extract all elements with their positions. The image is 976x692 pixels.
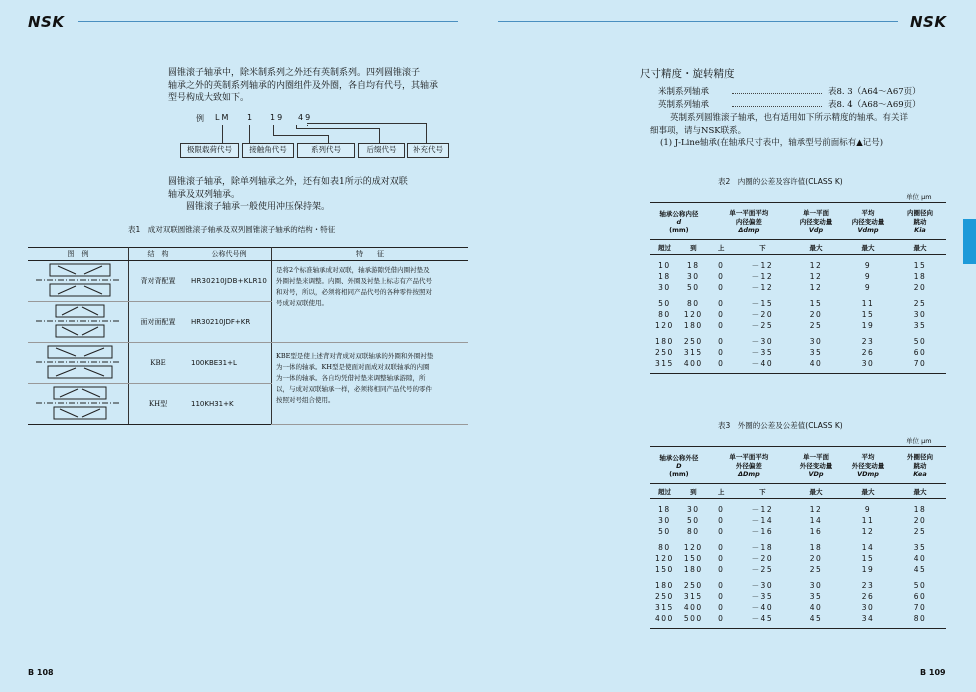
table-cell: 0	[718, 565, 725, 574]
label-load-code: 极限载荷代号	[180, 143, 239, 158]
nsk-logo-left: NSK	[28, 13, 65, 31]
column-header-line: 内径变动量	[799, 218, 833, 226]
subheader: 超过	[650, 484, 679, 499]
table-row	[650, 526, 946, 537]
section-title: 尺寸精度・旋转精度	[640, 68, 735, 80]
table-cell: 11	[861, 516, 875, 525]
subheader: 超过	[650, 240, 679, 255]
table-cell: －40	[751, 359, 774, 368]
column-header-line: 单一平面	[803, 209, 829, 217]
table-cell: 400	[655, 614, 674, 623]
bearing-figure	[28, 261, 129, 302]
table-row	[650, 298, 946, 309]
table-cell: －20	[751, 310, 774, 319]
column-header-line: 单一平面平均	[729, 209, 769, 217]
table-cell: 26	[861, 348, 875, 357]
subheader: 最大	[842, 484, 894, 499]
table-cell: 30	[809, 581, 823, 590]
table2	[650, 202, 946, 374]
column-header	[790, 447, 842, 484]
subheader: 上	[708, 484, 735, 499]
section-tab	[963, 219, 976, 264]
table-cell: －18	[751, 543, 774, 552]
table-cell: －30	[751, 581, 774, 590]
code-cell: 100KBE31+L	[187, 343, 271, 384]
table-cell: －25	[751, 565, 774, 574]
table-cell: 0	[718, 592, 725, 601]
precision-paragraph	[650, 112, 950, 150]
kh-bearing-icon	[32, 385, 124, 421]
table-cell: 26	[861, 592, 875, 601]
table3-unit: 单位 μm	[906, 437, 932, 445]
subheader: 最大	[790, 484, 842, 499]
table-cell: 80	[913, 614, 927, 623]
table2-title: 表2 内圈的公差及容许值(CLASS K)	[718, 177, 843, 186]
table-cell: 15	[861, 310, 875, 319]
para2-line: 圆锥滚子轴承一般使用冲压保持架。	[186, 202, 331, 212]
table-row	[650, 260, 946, 271]
column-header-line: (mm)	[669, 225, 689, 234]
column-header-line: D	[676, 461, 682, 470]
structure-cell: 背对背配置	[129, 261, 188, 302]
table-cell: －30	[751, 337, 774, 346]
table-cell: 0	[718, 516, 725, 525]
table-row	[650, 271, 946, 282]
table-cell: 30	[861, 603, 875, 612]
table-cell: 12	[809, 272, 823, 281]
label-suffix-code: 后缀代号	[358, 143, 405, 158]
table-cell: 12	[809, 505, 823, 514]
table-cell: 35	[913, 543, 927, 552]
table1-title: 表1 成对双联圆锥滚子轴承及双列圆锥滚子轴承的结构・特征	[128, 225, 336, 234]
table-cell: 35	[809, 348, 823, 357]
table-cell: 12	[809, 261, 823, 270]
header-rule-left	[78, 21, 458, 22]
feature-line: 以，与成对双联轴承一样，必须将相同产品代号的零件	[275, 385, 432, 393]
table3	[650, 446, 946, 629]
example-part-49: 49	[298, 113, 313, 122]
column-header-line: (mm)	[669, 469, 689, 478]
intro-paragraph	[168, 67, 468, 105]
table-cell: 250	[683, 337, 703, 346]
table-cell: 34	[861, 614, 875, 623]
column-header-line: Vdmp	[857, 226, 879, 234]
example-part-1: 1	[247, 113, 253, 122]
table-cell: 30	[809, 337, 823, 346]
table-cell: 120	[655, 321, 674, 330]
table-cell: 9	[864, 283, 872, 292]
table-cell: 0	[718, 283, 725, 292]
feature-line: 按照对号组合使用。	[275, 396, 335, 404]
column-header-line: ΔDmp	[737, 470, 760, 478]
table2-unit: 单位 μm	[906, 193, 932, 201]
table-cell: 40	[809, 603, 823, 612]
table-cell: 9	[864, 272, 872, 281]
table-row	[650, 358, 946, 369]
column-header-line: 跳动	[913, 462, 927, 470]
table-cell: 18	[809, 543, 823, 552]
table-cell: 315	[655, 603, 674, 612]
table-cell: 19	[861, 565, 875, 574]
table-row	[650, 515, 946, 526]
column-header-line: Kea	[913, 470, 927, 478]
table-cell: 0	[718, 581, 725, 590]
table-cell: 0	[718, 310, 725, 319]
table-cell: 250	[655, 592, 674, 601]
table-cell: －12	[751, 283, 774, 292]
table-cell: 35	[913, 321, 927, 330]
table-cell: 70	[913, 603, 927, 612]
column-header-line: 轴承公称外径	[659, 453, 699, 462]
table-cell: 20	[913, 283, 927, 292]
table-cell: 180	[655, 337, 674, 346]
column-header-line: VDmp	[857, 470, 879, 478]
table-cell: 25	[913, 299, 927, 308]
ref-line	[658, 86, 928, 99]
table-cell: 25	[913, 527, 927, 536]
table-cell: 50	[913, 337, 927, 346]
table-row	[650, 580, 946, 591]
table-cell: 80	[687, 299, 700, 308]
table-row	[650, 602, 946, 613]
column-header-line: VDp	[808, 470, 824, 478]
table-cell: 315	[683, 592, 703, 601]
table-cell: 25	[809, 321, 823, 330]
paragraph-2	[168, 176, 468, 214]
feature-line: 为一体的轴承。各自均凭借衬垫来调整轴承游隙，所	[275, 374, 426, 382]
structure-cell: KBE	[129, 343, 188, 384]
para-line: 细事项，请与NSK联系。	[650, 125, 747, 136]
column-header	[650, 203, 708, 240]
table-cell: 18	[658, 505, 671, 514]
table-cell: 50	[658, 527, 671, 536]
table-cell: 250	[655, 348, 674, 357]
table-cell: 80	[658, 310, 671, 319]
ref-label: 英制系列轴承	[658, 99, 710, 110]
table-row	[650, 591, 946, 602]
intro-line: 圆锥滚子轴承中，除米制系列之外还有英制系列。四列圆锥滚子	[168, 68, 421, 78]
table-cell: 0	[718, 359, 725, 368]
feature-line: 是将2个标准轴承成对双联，轴承游隙凭借内圈衬垫及	[275, 266, 430, 274]
column-header-line: Vdp	[808, 226, 824, 234]
table-cell: 80	[658, 543, 671, 552]
table-cell: 40	[913, 554, 927, 563]
table-cell: 14	[861, 543, 875, 552]
subheader: 下	[735, 240, 790, 255]
column-header-line: 外径变动量	[799, 462, 833, 470]
page-number-left: B 108	[28, 668, 54, 677]
subheader: 下	[735, 484, 790, 499]
bearing-figure	[28, 302, 129, 343]
table-row	[650, 320, 946, 331]
structure-cell: 面对面配置	[129, 302, 188, 343]
column-header-line: 内径偏差	[735, 218, 762, 226]
subheader: 上	[708, 240, 735, 255]
nsk-logo-right: NSK	[910, 13, 947, 31]
subheader: 到	[679, 484, 708, 499]
label-angle-code: 接触角代号	[242, 143, 294, 158]
code-cell: HR30210JDF+KR	[187, 302, 271, 343]
table-cell: 50	[687, 516, 700, 525]
ref-line	[658, 99, 928, 112]
table-cell: －12	[751, 272, 774, 281]
table-cell: 0	[718, 272, 725, 281]
table-cell: 180	[683, 321, 703, 330]
table-cell: 0	[718, 527, 725, 536]
para2-line: 轴承及双列轴承。	[168, 189, 241, 200]
table-cell: 18	[913, 505, 927, 514]
feature-line: KBE型是使上述背对背成对双联轴承的外圈和外圈衬垫	[275, 352, 434, 360]
table-cell: 30	[687, 505, 700, 514]
page-number-right: B 109	[920, 668, 946, 677]
example-part-lm: LM	[215, 113, 231, 122]
table-cell: 120	[683, 310, 703, 319]
table-row	[650, 347, 946, 358]
column-header	[708, 447, 790, 484]
column-header-line: Kia	[914, 226, 926, 234]
table-cell: 0	[718, 321, 725, 330]
kbe-bearing-icon	[32, 344, 124, 380]
bearing-figure	[28, 384, 129, 425]
table-cell: 20	[809, 310, 823, 319]
table-cell: 40	[809, 359, 823, 368]
feature-line: 和对号，所以，必须将相同产品代号的各种零件按照对	[275, 288, 432, 296]
ref-target: 表8. 4（A68～A69页）	[828, 99, 921, 110]
table-row	[650, 504, 946, 515]
feature-line: 外圈衬垫来调整。内圈、外圈及衬垫上标志有产品代号	[275, 277, 432, 285]
table-cell: 11	[861, 299, 875, 308]
table-cell: 150	[655, 565, 674, 574]
column-header-line: 外径偏差	[735, 462, 762, 470]
table-cell: 120	[655, 554, 674, 563]
table-cell: 50	[687, 283, 700, 292]
label-series-code: 系列代号	[297, 143, 355, 158]
table-cell: 45	[809, 614, 823, 623]
table1	[28, 247, 468, 425]
intro-line: 型号构成大致如下。	[168, 93, 250, 103]
table-cell: 9	[864, 261, 872, 270]
table-cell: 500	[683, 614, 703, 623]
feature-cell	[271, 261, 468, 343]
table-cell: 18	[913, 272, 927, 281]
t1-header-figure: 图 例	[28, 248, 129, 261]
table-cell: 35	[809, 592, 823, 601]
column-header-line: Δdmp	[738, 226, 760, 234]
column-header-line: 单一平面平均	[729, 453, 769, 461]
column-header	[708, 203, 790, 240]
table-cell: 0	[718, 614, 725, 623]
table-cell: －16	[751, 527, 774, 536]
ref-label: 米制系列轴承	[658, 87, 710, 97]
table-cell: 120	[683, 543, 703, 552]
table-cell: 14	[809, 516, 823, 525]
table-cell: 60	[913, 592, 927, 601]
table-cell: 250	[683, 581, 703, 590]
example-label: 例	[196, 114, 204, 123]
header-rule-right	[498, 21, 898, 22]
back-to-back-bearing-icon	[32, 262, 124, 298]
t1-header-structure: 结 构	[129, 248, 188, 261]
column-header-line: 跳动	[913, 218, 927, 226]
intro-line: 轴承之外的英制系列轴承的内圈组件及外圈，各自均有代号，其轴承	[168, 80, 439, 91]
table-cell: 9	[864, 505, 872, 514]
column-header-line: 单一平面	[803, 453, 829, 461]
table-cell: 45	[913, 565, 927, 574]
bearing-figure	[28, 343, 129, 384]
table-cell: －45	[751, 614, 774, 623]
table-cell: 0	[718, 543, 725, 552]
code-cell: HR30210JDB+KLR10	[187, 261, 271, 302]
column-header-line: 外圈径向	[907, 453, 933, 461]
table-cell: 23	[861, 581, 875, 590]
table-row	[28, 343, 468, 384]
subheader: 最大	[842, 240, 894, 255]
column-header-line: d	[676, 217, 682, 226]
table-row	[650, 553, 946, 564]
column-header	[842, 203, 894, 240]
table-cell: 20	[913, 516, 927, 525]
para-line: (1) J-Line轴承(在轴承尺寸表中，轴承型号前面标有▲记号)	[660, 138, 884, 148]
table-cell: 0	[718, 261, 725, 270]
table-cell: 400	[683, 359, 703, 368]
feature-line: 为一体的轴承。KH型是使面对面成对双联轴承的内圈	[275, 363, 430, 371]
table-cell: 50	[658, 299, 671, 308]
table-cell: 30	[658, 516, 671, 525]
table-cell: 70	[913, 359, 927, 368]
column-header-line: 外径变动量	[851, 462, 885, 470]
ref-target: 表8. 3（A64～A67页）	[828, 87, 921, 97]
table-cell: 12	[861, 527, 875, 536]
table-row	[650, 564, 946, 575]
structure-cell: KH型	[129, 384, 188, 425]
table-cell: 30	[861, 359, 875, 368]
table-cell: 0	[718, 337, 725, 346]
table-cell: －40	[751, 603, 774, 612]
table-cell: －12	[751, 261, 774, 270]
table-cell: －20	[751, 554, 774, 563]
column-header-line: 平均	[861, 453, 875, 461]
table-cell: 315	[655, 359, 674, 368]
feature-line: 号成对双联使用。	[275, 299, 328, 307]
table-row	[28, 261, 468, 302]
table-cell: 0	[718, 299, 725, 308]
subheader: 最大	[894, 240, 946, 255]
column-header	[790, 203, 842, 240]
table-cell: 60	[913, 348, 927, 357]
column-header-line: 内圈径向	[907, 209, 933, 217]
para2-line: 圆锥滚子轴承，除单列轴承之外，还有如表1所示的成对双联	[168, 177, 408, 187]
table-cell: 150	[683, 554, 703, 563]
table-cell: 15	[913, 261, 927, 270]
t1-header-code: 公称代号例	[187, 248, 271, 261]
table-row	[650, 542, 946, 553]
table-row	[650, 282, 946, 293]
t1-header-feature: 特 征	[271, 248, 468, 261]
table-cell: 19	[861, 321, 875, 330]
table-cell: －14	[751, 516, 774, 525]
table-cell: 20	[809, 554, 823, 563]
subheader: 最大	[894, 484, 946, 499]
table-cell: 18	[687, 261, 700, 270]
code-cell: 110KH31+K	[187, 384, 271, 425]
table-cell: 30	[658, 283, 671, 292]
table-cell: 30	[913, 310, 927, 319]
table-cell: 0	[718, 348, 725, 357]
column-header	[894, 447, 946, 484]
reference-lines	[658, 86, 928, 111]
table-cell: 180	[683, 565, 703, 574]
table3-title: 表3 外圈的公差及公差值(CLASS K)	[718, 421, 843, 430]
face-to-face-bearing-icon	[32, 303, 124, 339]
column-header-line: 轴承公称内径	[659, 209, 699, 218]
table-cell: －12	[751, 505, 774, 514]
subheader: 到	[679, 240, 708, 255]
table-cell: －35	[751, 348, 774, 357]
table-cell: 10	[658, 261, 671, 270]
table-row	[650, 336, 946, 347]
table-cell: 15	[809, 299, 823, 308]
column-header	[650, 447, 708, 484]
table-row	[650, 309, 946, 320]
table-cell: －25	[751, 321, 774, 330]
table-cell: 25	[809, 565, 823, 574]
table-cell: 315	[683, 348, 703, 357]
example-part-19: 19	[270, 113, 285, 122]
table-cell: －15	[751, 299, 774, 308]
column-header-line: 平均	[861, 209, 875, 217]
table-cell: 0	[718, 505, 725, 514]
table-cell: 80	[687, 527, 700, 536]
table-cell: －35	[751, 592, 774, 601]
table-cell: 12	[809, 283, 823, 292]
table-cell: 400	[683, 603, 703, 612]
table-cell: 23	[861, 337, 875, 346]
table-cell: 16	[809, 527, 823, 536]
subheader: 最大	[790, 240, 842, 255]
table-cell: 30	[687, 272, 700, 281]
table-row	[650, 613, 946, 624]
table-cell: 18	[658, 272, 671, 281]
table-cell: 0	[718, 554, 725, 563]
table-cell: 180	[655, 581, 674, 590]
table-cell: 0	[718, 603, 725, 612]
para-line: 英制系列圆锥滚子轴承，也有适用如下所示精度的轴承。有关详	[670, 113, 909, 123]
column-header	[894, 203, 946, 240]
label-supplement-code: 补充代号	[407, 143, 449, 158]
column-header-line: 内径变动量	[851, 218, 885, 226]
column-header	[842, 447, 894, 484]
table-cell: 50	[913, 581, 927, 590]
table-cell: 15	[861, 554, 875, 563]
feature-cell	[271, 343, 468, 425]
